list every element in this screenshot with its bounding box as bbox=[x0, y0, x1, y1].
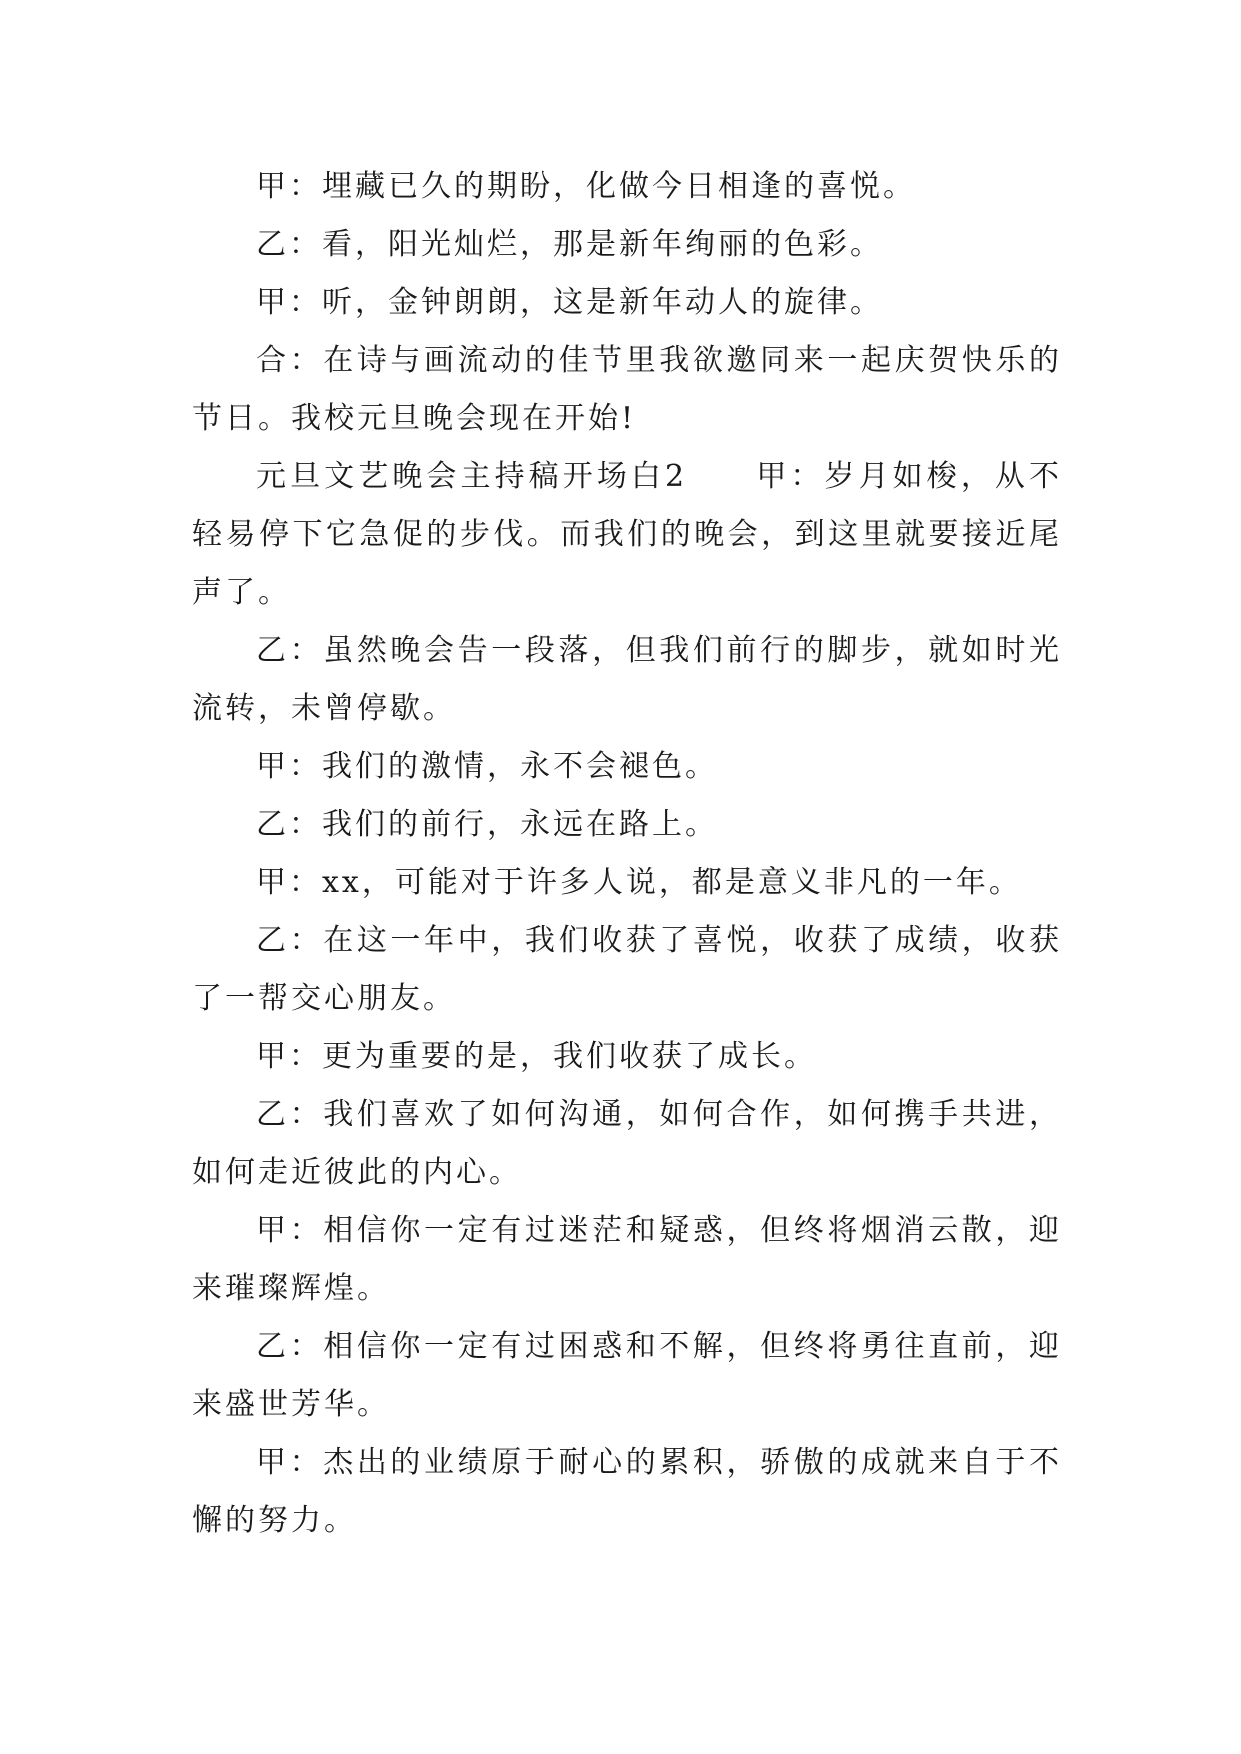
paragraph: 乙：我们的前行，永远在路上。 bbox=[256, 807, 718, 842]
paragraph: 乙：相信你一定有过困惑和不解，但终将勇往直前，迎来盛世芳华。 bbox=[192, 1329, 1062, 1422]
paragraph: 乙：我们喜欢了如何沟通，如何合作，如何携手共进，如何走近彼此的内心。 bbox=[192, 1097, 1062, 1190]
paragraph: 甲：埋藏已久的期盼，化做今日相逢的喜悦。 bbox=[256, 169, 916, 204]
document-body bbox=[192, 158, 1062, 1550]
paragraph: 合：在诗与画流动的佳节里我欲邀同来一起庆贺快乐的节日。我校元旦晚会现在开始! bbox=[192, 343, 1062, 436]
paragraph: 元旦文艺晚会主持稿开场白2 甲：岁月如梭，从不轻易停下它急促的步伐。而我们的晚会，到这里就要接近尾声了。 bbox=[192, 459, 1062, 610]
paragraph: 甲：xx，可能对于许多人说，都是意义非凡的一年。 bbox=[256, 865, 1022, 900]
paragraph: 乙：看，阳光灿烂，那是新年绚丽的色彩。 bbox=[256, 227, 883, 262]
paragraph: 乙：虽然晚会告一段落，但我们前行的脚步，就如时光流转，未曾停歇。 bbox=[192, 633, 1062, 726]
paragraph: 甲：相信你一定有过迷茫和疑惑，但终将烟消云散，迎来璀璨辉煌。 bbox=[192, 1213, 1062, 1306]
paragraph: 甲：更为重要的是，我们收获了成长。 bbox=[256, 1039, 817, 1074]
paragraph: 甲：听，金钟朗朗，这是新年动人的旋律。 bbox=[256, 285, 883, 320]
paragraph: 甲：我们的激情，永不会褪色。 bbox=[256, 749, 718, 784]
paragraph: 乙：在这一年中，我们收获了喜悦，收获了成绩，收获了一帮交心朋友。 bbox=[192, 923, 1062, 1016]
paragraph: 甲：杰出的业绩原于耐心的累积，骄傲的成就来自于不懈的努力。 bbox=[192, 1445, 1062, 1538]
